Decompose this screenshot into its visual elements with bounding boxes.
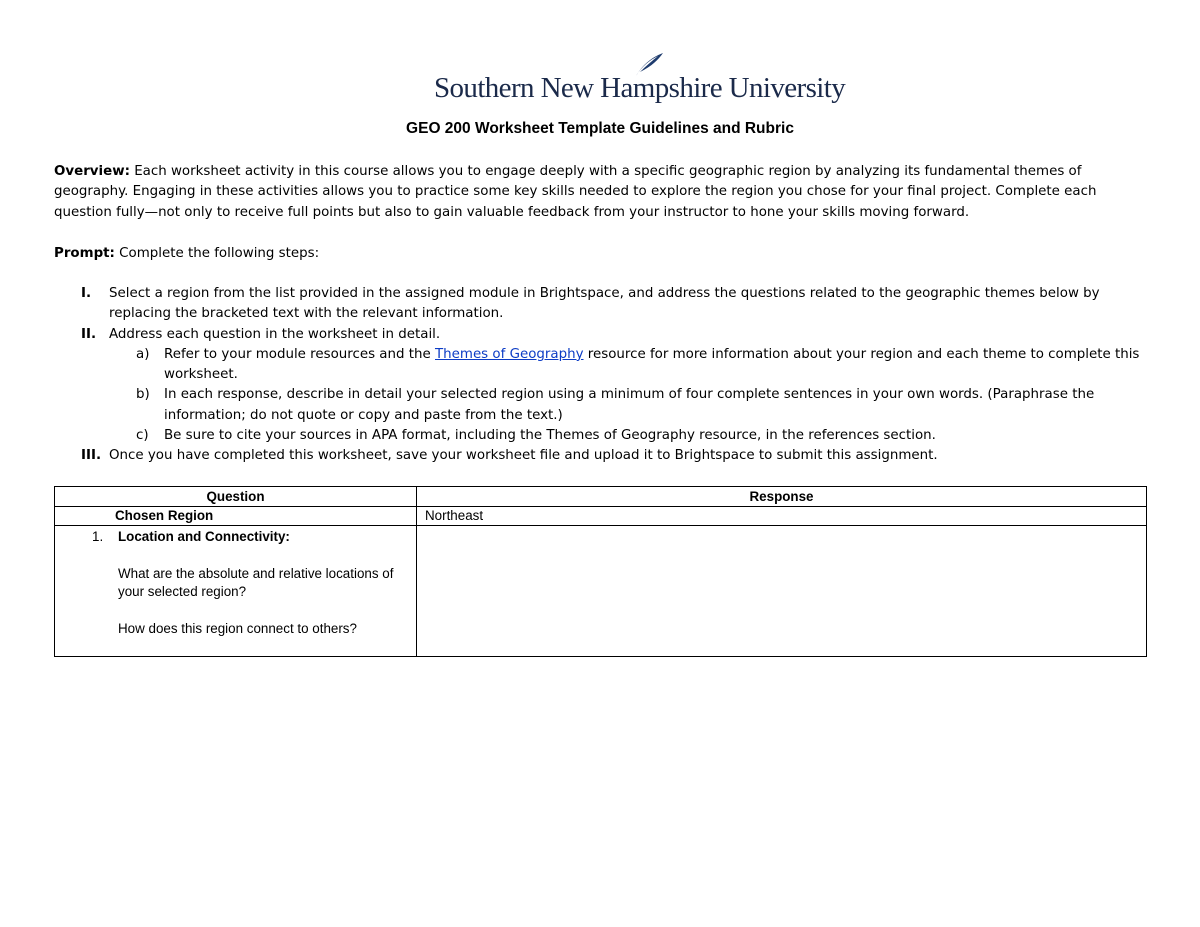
question-cell: [55, 526, 417, 657]
question-title: [92, 528, 408, 547]
chosen-region-label: Chosen Region: [55, 507, 417, 526]
page-title: GEO 200 Worksheet Template Guidelines and Rubric: [406, 120, 794, 137]
response-cell[interactable]: [417, 526, 1147, 657]
step-text: Select a region from the list provided in the assigned module in Brightspace, and address the questions related to the geographic themes below by replacing the bracketed text with the relevant information.: [109, 286, 1100, 322]
themes-of-geography-link[interactable]: Themes of Geography: [435, 346, 584, 362]
substep-b: [136, 385, 1154, 426]
substep-text: In each response, describe in detail your selected region using a minimum of four complete sentences in your own words. (Paraphrase the information; do not quote or copy and paste from the text.): [164, 387, 1095, 423]
question-text: How does this region connect to others?: [118, 620, 357, 636]
substep-c: [136, 426, 1154, 446]
substep-letter: c): [136, 428, 149, 444]
step-numeral: II.: [81, 326, 97, 342]
question-number: 1.: [92, 529, 104, 544]
response-column-header: Response: [417, 487, 1147, 507]
step-numeral: I.: [81, 286, 92, 301]
question-text: What are the absolute and relative locations of your selected region?: [118, 565, 394, 599]
steps-list: [54, 284, 1154, 467]
table-row: [55, 526, 1147, 657]
logo-wordmark: Southern New Hampshire University: [434, 72, 846, 104]
prompt-text: Complete the following steps:: [114, 246, 320, 261]
substep-text: resource for more information about your region and each theme to complete this worksheet.: [164, 346, 1140, 383]
prompt-paragraph: [54, 244, 1154, 264]
substep-letter: b): [136, 387, 150, 403]
step-text: Address each question in the worksheet in detail.: [109, 326, 441, 342]
overview-text: Each worksheet activity in this course allows you to engage deeply with a specific geographic region by analyzing its fundamental themes of geography. Engaging in these activities allows you to practice some key skills needed to explore the region you chose for your final project. Complete each question fully—not only to receive full points but also to gain valuable feedback from your instructor to hone your skills moving forward.: [54, 164, 1097, 220]
step-numeral: III.: [81, 448, 102, 464]
substep-letter: a): [136, 346, 150, 362]
step-1: [54, 284, 1154, 325]
chosen-region-row: [55, 507, 1147, 526]
snhu-logo: [434, 52, 846, 104]
question-column-header: Question: [55, 487, 417, 507]
step-3: [54, 446, 1154, 466]
chosen-region-value[interactable]: Northeast: [417, 507, 1147, 526]
question-title-text: Location and Connectivity:: [118, 529, 290, 544]
overview-label: Overview:: [54, 164, 130, 179]
table-header-row: [55, 487, 1147, 507]
worksheet-table: [54, 486, 1147, 657]
prompt-label: Prompt:: [54, 246, 115, 261]
step-2: [54, 325, 1154, 345]
substep-text: Be sure to cite your sources in APA format, including the Themes of Geography resource, in the references section.: [164, 428, 936, 444]
step-text: Once you have completed this worksheet, save your worksheet file and upload it to Brightspace to submit this assignment.: [109, 448, 938, 464]
substep-a: [136, 345, 1154, 386]
overview-paragraph: [54, 162, 1154, 223]
substep-text: Refer to your module resources and the: [164, 346, 435, 362]
